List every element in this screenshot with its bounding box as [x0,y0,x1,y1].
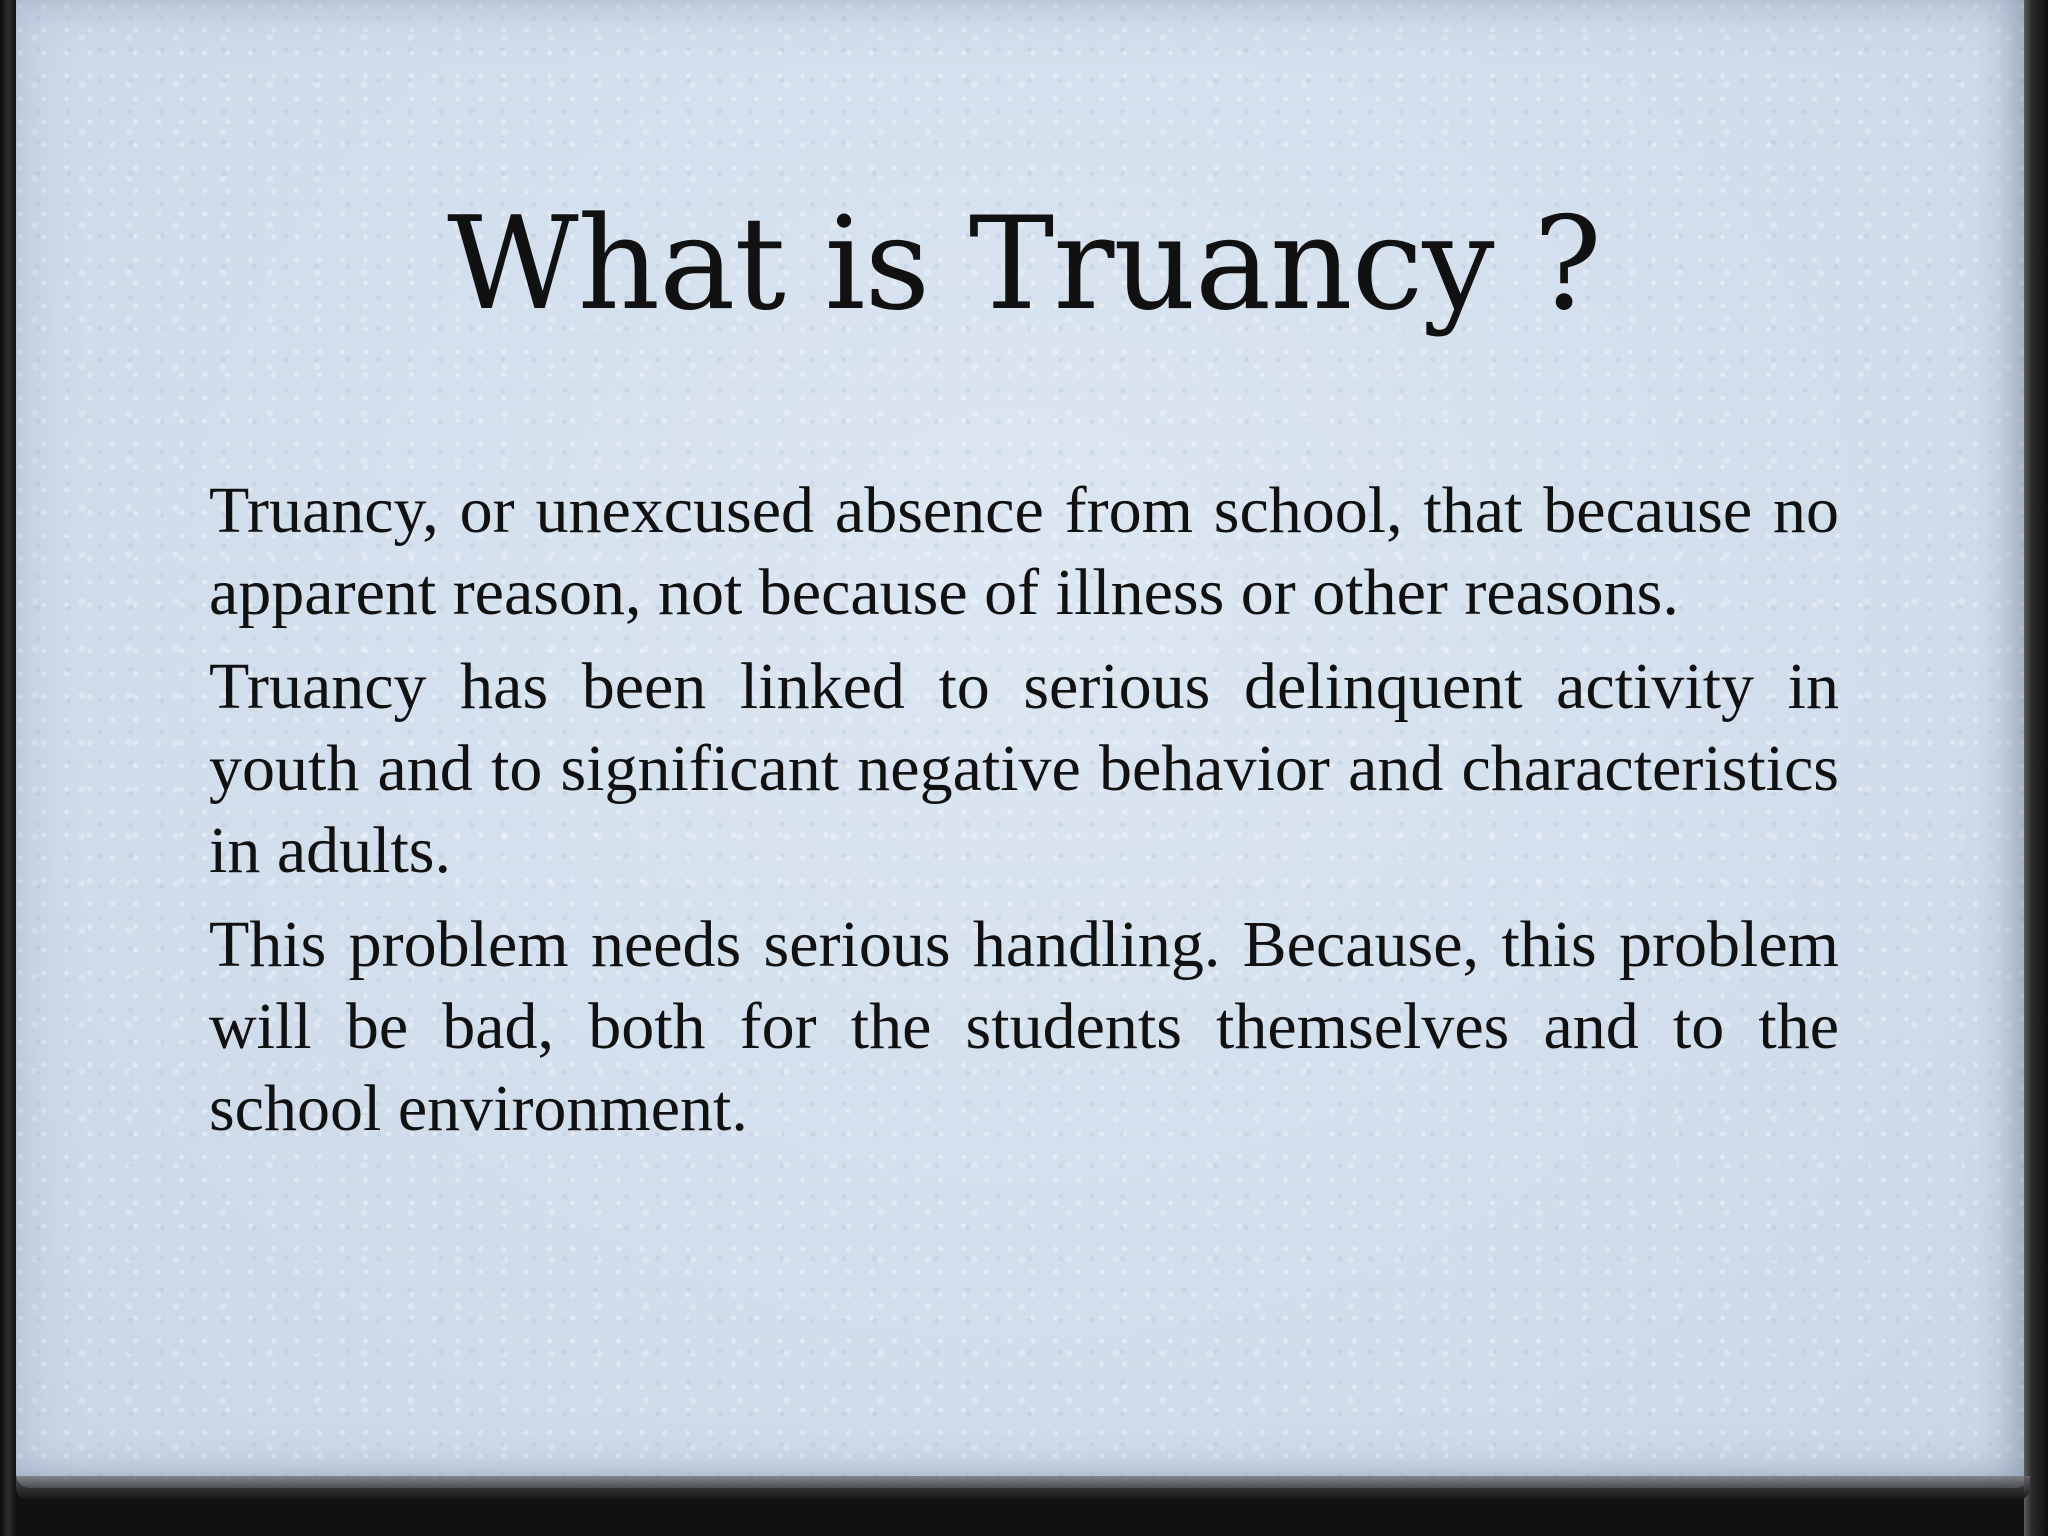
slide-bottom-edge [16,1476,2030,1500]
slide-title: What is Truancy ? [447,190,1601,339]
paragraph-definition: Truancy, or unexcused absence from school, that because no apparent reason, not because of illness or other reasons. [209,474,1839,629]
slide-body [209,470,1839,1162]
paragraph-consequences: Truancy has been linked to serious delinquent activity in youth and to significant negative behavior and characteristics in adults. [209,650,1839,887]
paragraph-handling: This problem needs serious handling. Because, this problem will be bad, both for the students themselves and to the school environment. [209,908,1839,1145]
